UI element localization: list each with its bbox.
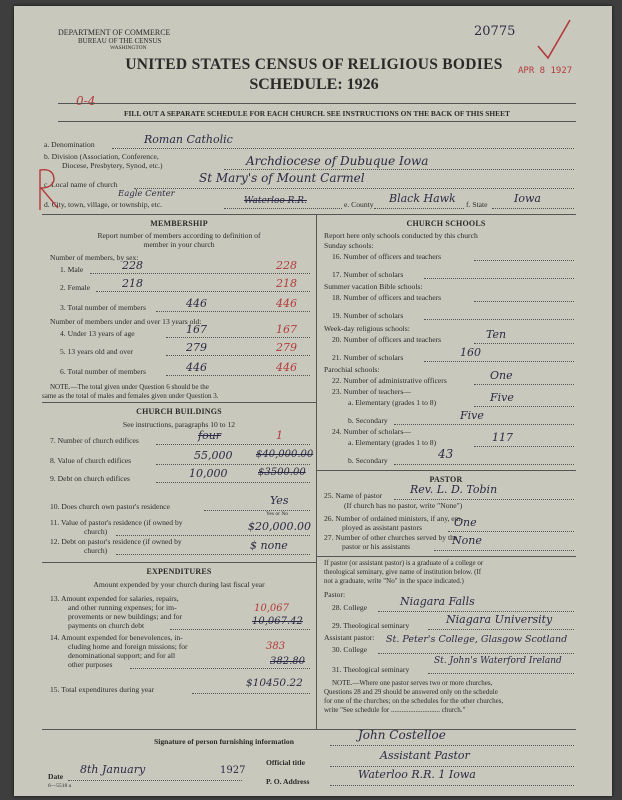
q19-label: 19. Number of scholars bbox=[332, 311, 404, 320]
q26-value[interactable]: One bbox=[454, 516, 477, 529]
census-schedule-sheet bbox=[14, 6, 612, 796]
city-struck-value: Waterloo R.R. bbox=[244, 196, 307, 206]
q23-label: 23. Number of teachers— bbox=[332, 387, 411, 396]
q1-value[interactable]: 228 bbox=[122, 259, 143, 272]
q24a-value[interactable]: 117 bbox=[492, 431, 513, 444]
q14-label-3: denominational support; and for all bbox=[68, 651, 176, 660]
schedule-title: SCHEDULE: 1926 bbox=[249, 76, 379, 93]
q22-value[interactable]: One bbox=[490, 369, 513, 382]
q8-value[interactable]: 55,000 bbox=[194, 449, 233, 462]
q31-value[interactable]: St. John's Waterford Ireland bbox=[434, 656, 562, 666]
q5-label: 5. 13 years old and over bbox=[60, 347, 133, 356]
membership-note-2: same as the total of males and females given under Question 3. bbox=[42, 392, 219, 400]
q14-value[interactable]: 382.80 bbox=[270, 656, 305, 667]
graduate-note-3: not a graduate, write "No" in the space indicated.) bbox=[324, 577, 464, 585]
q24a-label: a. Elementary (grades 1 to 8) bbox=[348, 438, 437, 447]
county-label: e. County bbox=[344, 200, 374, 209]
q14-label-2: cluding home and foreign missions; for bbox=[68, 642, 188, 651]
age-intro-label: Number of members under and over 13 years old: bbox=[50, 317, 202, 326]
year-value[interactable]: 1927 bbox=[220, 765, 246, 776]
local-name-label: c. Local name of church bbox=[44, 180, 118, 189]
q4-label: 4. Under 13 years of age bbox=[60, 329, 135, 338]
q28-label: 28. College bbox=[332, 603, 368, 612]
q25-label: 25. Name of pastor bbox=[324, 491, 383, 500]
q24-label: 24. Number of scholars— bbox=[332, 427, 411, 436]
q2-label: 2. Female bbox=[60, 283, 90, 292]
denomination-label: a. Denomination bbox=[44, 140, 95, 149]
q27-label-1: 27. Number of other churches served by the bbox=[324, 533, 458, 542]
membership-note-1: NOTE.—The total given under Question 6 should be the bbox=[50, 383, 209, 391]
city-value[interactable]: Eagle Center bbox=[118, 189, 175, 199]
division-label-2: Diocese, Presbytery, Synod, etc.) bbox=[62, 161, 163, 170]
q29-value[interactable]: Niagara University bbox=[446, 613, 553, 626]
q8-label: 8. Value of church edifices bbox=[50, 456, 132, 465]
assistant-pastor-label: Assistant pastor: bbox=[324, 633, 375, 642]
weekday-label: Week-day religious schools: bbox=[324, 324, 410, 333]
q5-corrected: 279 bbox=[276, 341, 297, 354]
q11-label-1: 11. Value of pastor's residence (if owned by bbox=[50, 518, 183, 527]
q30-value[interactable]: St. Peter's College, Glasgow Scotland bbox=[386, 634, 568, 645]
q7-label: 7. Number of church edifices bbox=[50, 436, 139, 445]
q25-value[interactable]: Rev. L. D. Tobin bbox=[410, 483, 498, 496]
division-value[interactable]: Archdiocese of Dubuque Iowa bbox=[246, 154, 429, 168]
stamp-number: 20775 bbox=[474, 24, 516, 39]
q29-label: 29. Theological seminary bbox=[332, 621, 410, 630]
q1-label: 1. Male bbox=[60, 265, 84, 274]
expenditures-heading: EXPENDITURES bbox=[146, 567, 212, 576]
q27-value[interactable]: None bbox=[452, 534, 482, 547]
pastor-note-3: for one of the churches; on the schedules for the other churches, bbox=[324, 697, 504, 705]
q9-label: 9. Debt on church edifices bbox=[50, 474, 130, 483]
form-number: 6—5518 a bbox=[48, 783, 72, 789]
department-label: DEPARTMENT OF COMMERCE bbox=[58, 28, 171, 37]
date-stamp: APR 8 1927 bbox=[518, 66, 573, 76]
q15-value[interactable]: $10450.22 bbox=[246, 677, 303, 689]
q2-corrected: 218 bbox=[276, 277, 297, 290]
q22-label: 22. Number of administrative officers bbox=[332, 376, 447, 385]
q1-corrected: 228 bbox=[276, 259, 297, 272]
q23b-label: b. Secondary bbox=[348, 416, 388, 425]
by-sex-label: Number of members, by sex: bbox=[50, 253, 139, 262]
q21-value[interactable]: 160 bbox=[460, 346, 481, 359]
q12-value[interactable]: $ none bbox=[250, 539, 288, 552]
q14-corrected: 383 bbox=[266, 641, 286, 652]
q10-label: 10. Does church own pastor's residence bbox=[50, 502, 170, 511]
city-label: WASHINGTON bbox=[110, 45, 147, 51]
q10-value[interactable]: Yes bbox=[270, 494, 289, 507]
q13-label-3: provements or new buildings; and for bbox=[68, 612, 183, 621]
sunday-label: Sunday schools: bbox=[324, 241, 374, 250]
state-value[interactable]: Iowa bbox=[514, 192, 541, 205]
q14-label-1: 14. Amount expended for benevolences, in- bbox=[50, 633, 183, 642]
q20-value[interactable]: Ten bbox=[486, 328, 507, 341]
signature-value[interactable]: John Costelloe bbox=[358, 728, 446, 742]
q3-value[interactable]: 446 bbox=[186, 297, 207, 310]
pastor-label: Pastor: bbox=[324, 590, 346, 599]
signature-label: Signature of person furnishing information bbox=[154, 737, 294, 746]
membership-intro-2: member in your church bbox=[143, 240, 215, 249]
instructions-banner: FILL OUT A SEPARATE SCHEDULE FOR EACH CHURCH. SEE INSTRUCTIONS ON THE BACK OF THIS SHEET bbox=[124, 109, 510, 118]
official-title-label: Official title bbox=[266, 758, 306, 767]
q6-corrected: 446 bbox=[276, 361, 297, 374]
q27-label-2: pastor or his assistants bbox=[342, 542, 411, 551]
buildings-heading: CHURCH BUILDINGS bbox=[136, 407, 222, 416]
q20-label: 20. Number of officers and teachers bbox=[332, 335, 442, 344]
q2-value[interactable]: 218 bbox=[122, 277, 143, 290]
date-label: Date bbox=[48, 772, 64, 781]
county-value[interactable]: Black Hawk bbox=[389, 192, 456, 205]
q26-label-2: ployed as assistant pastors bbox=[342, 523, 422, 532]
q13-label-4: payments on church debt bbox=[68, 621, 145, 630]
q15-label: 15. Total expenditures during year bbox=[50, 685, 155, 694]
q28-value[interactable]: Niagara Falls bbox=[400, 595, 475, 608]
pastor-heading: PASTOR bbox=[429, 475, 463, 484]
q26-label-1: 26. Number of ordained ministers, if any, em- bbox=[324, 514, 464, 523]
summer-label: Summer vacation Bible schools: bbox=[324, 282, 423, 291]
bureau-label: BUREAU OF THE CENSUS bbox=[78, 37, 162, 45]
local-name-value[interactable]: St Mary's of Mount Carmel bbox=[199, 171, 365, 185]
q11-label-2: church) bbox=[84, 527, 108, 536]
q7-value[interactable]: four bbox=[198, 429, 222, 442]
po-address-label: P. O. Address bbox=[266, 777, 310, 786]
q17-label: 17. Number of scholars bbox=[332, 270, 404, 279]
q16-label: 16. Number of officers and teachers bbox=[332, 252, 442, 261]
q23a-label: a. Elementary (grades 1 to 8) bbox=[348, 398, 437, 407]
q14-label-4: other purposes bbox=[68, 660, 113, 669]
denomination-value[interactable]: Roman Catholic bbox=[144, 133, 233, 146]
q18-label: 18. Number of officers and teachers bbox=[332, 293, 442, 302]
q21-label: 21. Number of scholars bbox=[332, 353, 404, 362]
buildings-sub: See instructions, paragraphs 10 to 12 bbox=[122, 420, 236, 429]
q13-value[interactable]: 10,067.42 bbox=[252, 616, 303, 627]
expenditures-sub: Amount expended by your church during last fiscal year bbox=[93, 580, 265, 589]
division-label-1: b. Division (Association, Conference, bbox=[44, 152, 159, 161]
po-address-value[interactable]: Waterloo R.R. 1 Iowa bbox=[358, 768, 476, 781]
q3-corrected: 446 bbox=[276, 297, 297, 310]
pastor-note-4: write "See schedule for ............................ church." bbox=[324, 706, 466, 714]
q9-value[interactable]: 10,000 bbox=[189, 467, 228, 480]
q6-label: 6. Total number of members bbox=[60, 367, 147, 376]
q3-label: 3. Total number of members bbox=[60, 303, 147, 312]
check-mark-icon bbox=[534, 16, 574, 62]
q24b-label: b. Secondary bbox=[348, 456, 388, 465]
parochial-label: Parochial schools: bbox=[324, 365, 380, 374]
q12-label-1: 12. Debt on pastor's residence (if owned by bbox=[50, 537, 182, 546]
q4-value[interactable]: 167 bbox=[186, 323, 207, 336]
city-field-label: d. City, town, village, or township, etc. bbox=[44, 200, 163, 209]
q24b-value[interactable]: 43 bbox=[438, 447, 454, 461]
corner-mark: 0-4 bbox=[76, 94, 96, 108]
pastor-note-1: NOTE.—Where one pastor serves two or more churches, bbox=[332, 679, 493, 687]
q23a-value[interactable]: Five bbox=[490, 391, 514, 404]
q30-label: 30. College bbox=[332, 645, 368, 654]
q25-note: (If church has no pastor, write "None") bbox=[344, 501, 463, 510]
q7-corrected: 1 bbox=[276, 429, 283, 442]
official-title-value[interactable]: Assistant Pastor bbox=[380, 749, 470, 762]
q13-label-2: and other running expenses; for im- bbox=[68, 603, 177, 612]
membership-heading: MEMBERSHIP bbox=[150, 219, 208, 228]
q5-value[interactable]: 279 bbox=[186, 341, 207, 354]
date-value[interactable]: 8th January bbox=[80, 763, 146, 776]
q13-corrected: 10,067 bbox=[254, 603, 289, 614]
membership-intro-1: Report number of members according to definition of bbox=[97, 231, 261, 240]
q10-hint: Yes or No bbox=[266, 511, 289, 517]
q23b-value[interactable]: Five bbox=[460, 409, 484, 422]
graduate-note-1: If pastor (or assistant pastor) is a graduate of a college or bbox=[324, 559, 484, 567]
graduate-note-2: theological seminary, give name of institution below. (If bbox=[324, 568, 482, 576]
red-r-mark-icon bbox=[32, 164, 68, 214]
q11-value[interactable]: $20,000.00 bbox=[248, 520, 311, 533]
q9-struck: $3500.00 bbox=[258, 467, 306, 478]
form-title: UNITED STATES CENSUS OF RELIGIOUS BODIES bbox=[125, 56, 503, 73]
state-label: f. State bbox=[466, 200, 488, 209]
q13-label-1: 13. Amount expended for salaries, repairs, bbox=[50, 594, 179, 603]
q12-label-2: church) bbox=[84, 546, 108, 555]
schools-intro: Report here only schools conducted by this church bbox=[324, 231, 478, 240]
q6-value[interactable]: 446 bbox=[186, 361, 207, 374]
q8-struck: $40,000.00 bbox=[256, 449, 314, 460]
q31-label: 31. Theological seminary bbox=[332, 665, 410, 674]
q4-corrected: 167 bbox=[276, 323, 297, 336]
schools-heading: CHURCH SCHOOLS bbox=[406, 219, 486, 228]
pastor-note-2: Questions 28 and 29 should be answered only on the schedule bbox=[324, 688, 498, 696]
